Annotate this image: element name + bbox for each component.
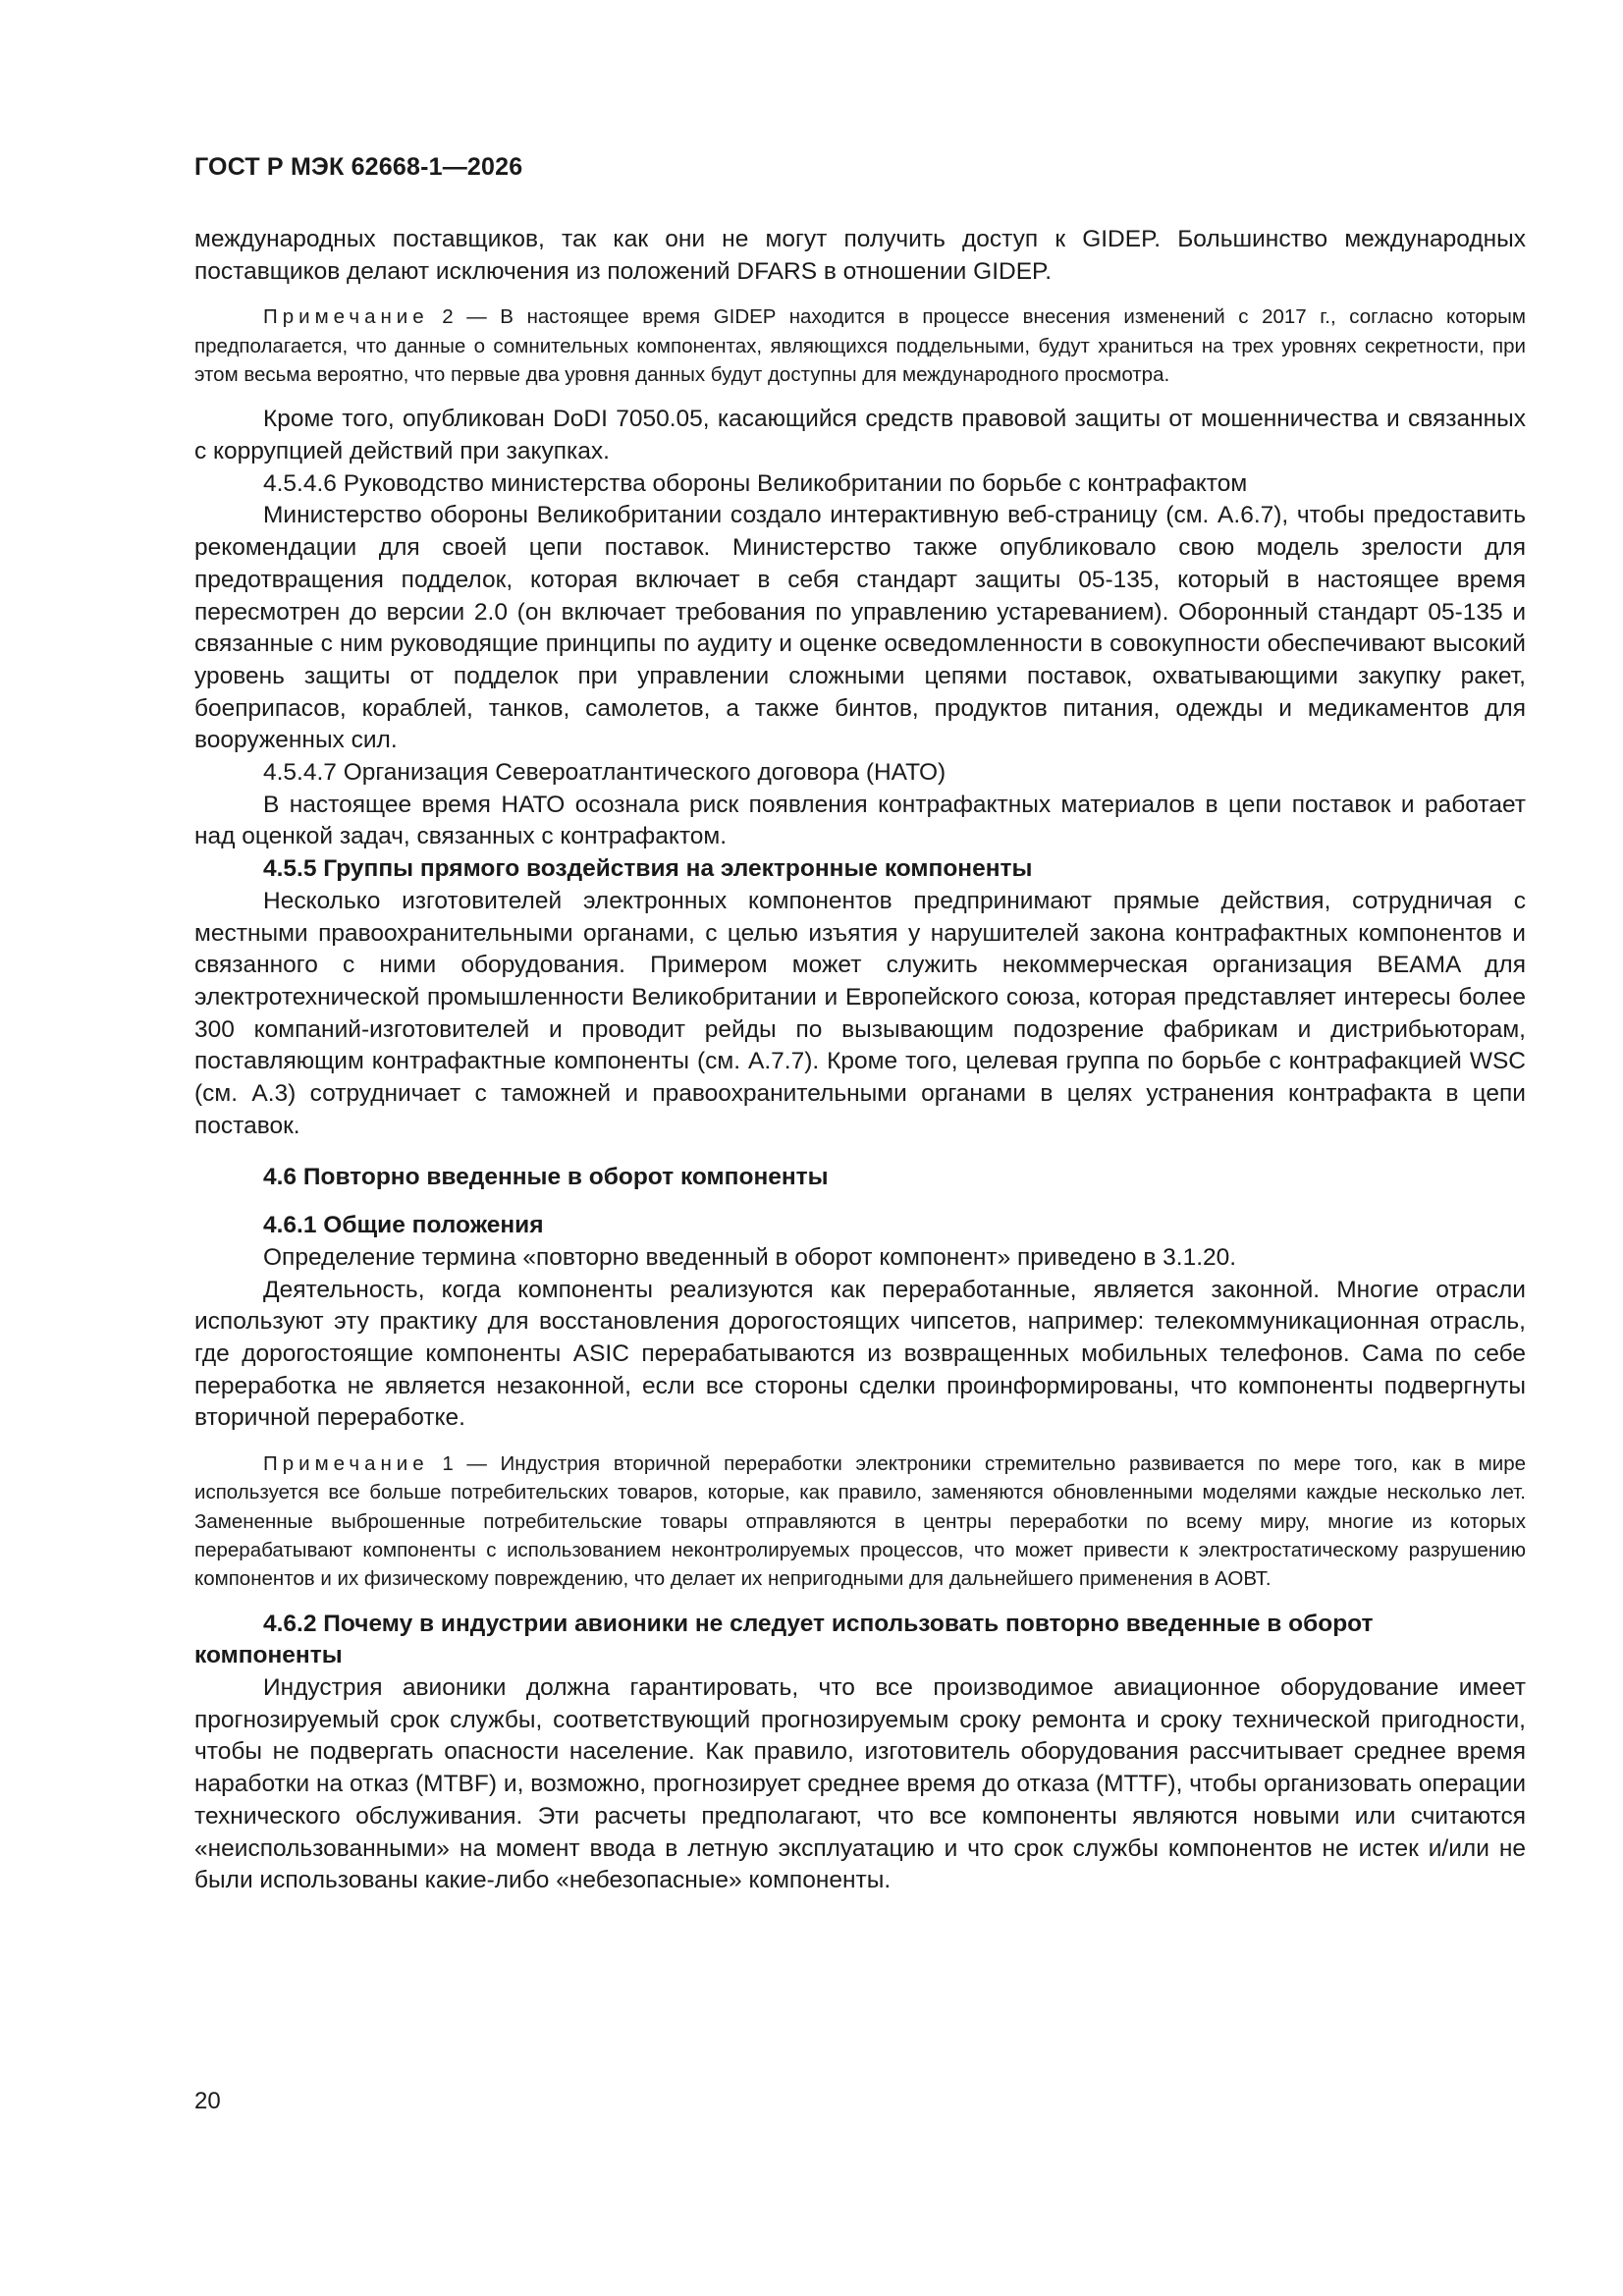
section-heading-4-6-1: 4.6.1 Общие положения <box>263 1212 544 1239</box>
paragraph: Министерство обороны Великобритании создало интерактивную веб-страницу (см. А.6.7), чтобы предоставить рекомендации для своей цепи поставок. Министерство также опубликовало свою модель зрелости для предотвращения подделок, которая включает в себя стандарт защиты 05-135, который в настоящее время пересмотрен до версии 2.0 (он включает требования по управлению устареванием). Оборонный стандарт 05-135 и связанные с ним руководящие принципы по аудиту и оценке осведомленности в совокупности обеспечивают высокий уровень защиты от подделок при управлении сложными цепями поставок, охватывающими закупку ракет, боеприпасов, кораблей, танков, самолетов, а также бинтов, продуктов питания, одежды и медикаментов для вооруженных сил. <box>194 502 1526 754</box>
section-heading-4-5-4-7: 4.5.4.7 Организация Североатлантического договора (НАТО) <box>263 759 947 787</box>
paragraph: Определение термина «повторно введенный в оборот компонент» приведено в 3.1.20. <box>263 1243 1237 1271</box>
section-heading-4-6: 4.6 Повторно введенные в оборот компоненты <box>263 1164 829 1191</box>
note <box>194 1449 1526 1593</box>
section-heading-4-6-2: 4.6.2 Почему в индустрии авионики не следует использовать повторно введенные в оборот компоненты <box>194 1610 1374 1669</box>
paragraph: Кроме того, опубликован DoDI 7050.05, касающийся средств правовой защиты от мошенничества и связанных с коррупцией действий при закупках. <box>194 406 1526 465</box>
note-text: 1 — Индустрия вторичной переработки электроники стремительно развивается по мере того, как в мире используется все больше потребительских товаров, которые, как правило, заменяются обновленными моделями каждые несколько лет. Замененные выброшенные потребительские товары отправляются в центры переработки по всему миру, многие из которых перерабатывают компоненты с использованием неконтролируемых процессов, что может привести к электростатическому разрушению компонентов и их физическому повреждению, что делает их непригодными для дальнейшего применения в АОВТ. <box>194 1452 1526 1591</box>
section-heading-4-5-5: 4.5.5 Группы прямого воздействия на электронные компоненты <box>263 855 1033 883</box>
section-heading-4-5-4-6: 4.5.4.6 Руководство министерства обороны Великобритании по борьбе с контрафактом <box>263 469 1248 497</box>
paragraph: Деятельность, когда компоненты реализуются как переработанные, является законной. Многие отрасли используют эту практику для восстановления дорогостоящих чипсетов, например: телекоммуникационная отрасль, где дорогостоящие компоненты ASIC перерабатываются из возвращенных мобильных телефонов. Сама по себе переработка не является незаконной, если все стороны сделки проинформированы, что компоненты подвергнуты вторичной переработке. <box>194 1276 1526 1432</box>
paragraph: Несколько изготовителей электронных компонентов предпринимают прямые действия, сотрудничая с местными правоохранительными органами, с целью изъятия у нарушителей закона контрафактных компонентов и связанного с ними оборудования. Примером может служить некоммерческая организация BEAMA для электротехнической промышленности Великобритании и Европейского союза, которая представляет интересы более 300 компаний-изготовителей и проводит рейды по вызывающим подозрение фабрикам и дистрибьюторам, поставляющим контрафактные компоненты (см. А.7.7). Кроме того, целевая группа по борьбе с контрафакцией WSC (см. А.3) сотрудничает с таможней и правоохранительными органами в целях устранения контрафакта в цепи поставок. <box>194 887 1526 1139</box>
note-text: 2 — В настоящее время GIDEP находится в процессе внесения изменений с 2017 г., согласно которым предполагается, что данные о сомнительных компонентах, являющихся поддельными, будут храниться на трех уровнях секретности, при этом весьма вероятно, что первые два уровня данных будут доступны для международного просмотра. <box>194 305 1526 386</box>
page-header-title: ГОСТ Р МЭК 62668-1—2026 <box>194 153 523 181</box>
paragraph: Индустрия авионики должна гарантировать, что все производимое авиационное оборудование имеет прогнозируемый срок службы, соответствующий прогнозируемым сроку ремонта и сроку технической пригодности, чтобы не подвергать опасности население. Как правило, изготовитель оборудования рассчитывает среднее время наработки на отказ (MTBF) и, возможно, прогнозирует среднее время до отказа (MTTF), чтобы организовать операции технического обслуживания. Эти расчеты предполагают, что все компоненты являются новыми или считаются «неиспользованными» на момент ввода в летную эксплуатацию и что срок службы компонентов не истек и/или не были использованы какие-либо «небезопасные» компоненты. <box>194 1673 1526 1894</box>
page-number: 20 <box>194 2088 221 2114</box>
document-body <box>194 224 1526 1897</box>
paragraph: В настоящее время НАТО осознала риск появления контрафактных материалов в цепи поставок и работает над оценкой задач, связанных с контрафактом. <box>194 791 1526 850</box>
note-label: Примечание <box>263 305 429 329</box>
note <box>194 302 1526 389</box>
paragraph: международных поставщиков, так как они не могут получить доступ к GIDEP. Большинство международных поставщиков делают исключения из положений DFARS в отношении GIDEP. <box>194 226 1526 285</box>
note-label: Примечание <box>263 1452 429 1476</box>
